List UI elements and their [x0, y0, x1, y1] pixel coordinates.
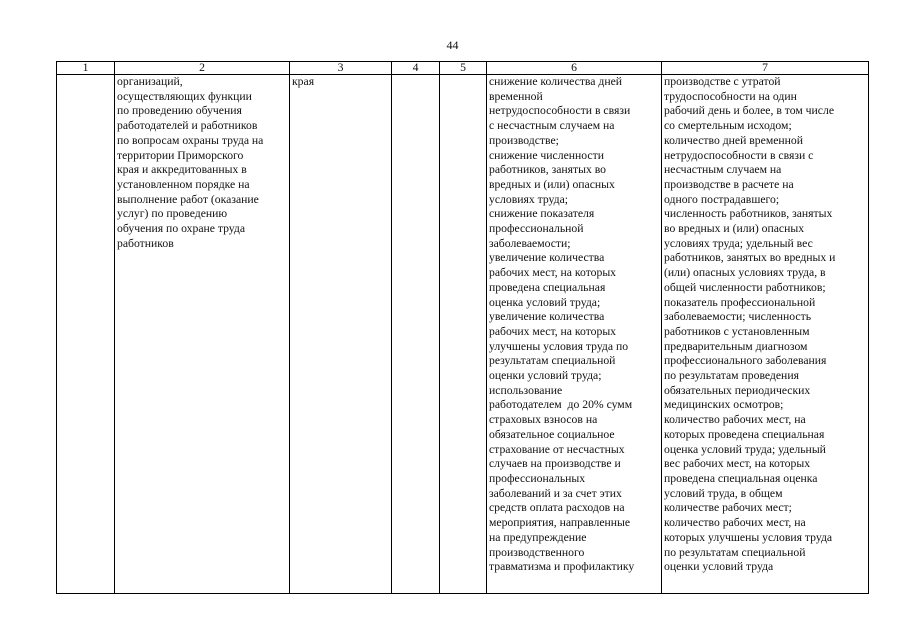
cell-indicators	[662, 75, 869, 594]
column-header-5: 5	[440, 62, 487, 75]
cell-expected-results-text: снижение количества дней временной нетрудоспособности в связи с несчастным случаем на производстве; снижение численности работников, занятых во вредных и (или) опасных условиях труда; снижение показателя профессиональной заболеваемости; увеличение количества рабочих мест, на которых проведена специальная оценка условий труда; увеличение количества рабочих мест, на которых улучшены условия труда по результатам специальной оценки условий труда; использование работодателем до 20% сумм страховых взносов на обязательное социальное страхование от несчастных случаев на производстве и профессиональных заболеваний и за счет этих средств оплата расходов на мероприятия, направленные на предупреждение производственного травматизма и профилактику	[489, 75, 635, 574]
cell-col5	[440, 75, 487, 594]
column-header-4: 4	[392, 62, 440, 75]
header-row	[57, 62, 869, 75]
cell-indicators-text: производстве с утратой трудоспособности на один рабочий день и более, в том числе со смертельным исходом; количество дней временной нетрудоспособности в связи с несчастным случаем на производстве в расчете на одного пострадавшего; численность работников, занятых во вредных и (или) опасных условиях труда; удельный вес работников, занятых во вредных и (или) опасных условиях труда, в общей численности работников; показатель профессиональной заболеваемости; численность работников с установленным предварительным диагнозом профессионального заболевания по результатам проведения обязательных периодических медицинских осмотров; количество рабочих мест, на которых проведена специальная оценка условий труда; удельный вес рабочих мест, на которых проведена специальная оценка условий труда, в общем количестве рабочих мест; количество рабочих мест, на которых улучшены условия труда по результатам специальной оценки условий труда	[664, 75, 836, 574]
measures-table	[56, 61, 869, 594]
cell-number	[57, 75, 115, 594]
cell-activity	[115, 75, 290, 594]
cell-executor-text: края	[292, 75, 315, 88]
column-header-1: 1	[57, 62, 115, 75]
page-number: 44	[446, 38, 459, 52]
column-header-7: 7	[662, 62, 869, 75]
cell-expected-results	[487, 75, 662, 594]
table-row	[57, 75, 869, 594]
cell-col4	[392, 75, 440, 594]
column-header-6: 6	[487, 62, 662, 75]
cell-activity-text: организаций, осуществляющих функции по проведению обучения работодателей и работников по вопросам охраны труда на территории Приморского края и аккредитованных в установленном порядке на выполнение работ (оказание услуг) по проведению обучения по охране труда работников	[117, 75, 264, 250]
column-header-2: 2	[115, 62, 290, 75]
cell-executor	[290, 75, 392, 594]
column-header-3: 3	[290, 62, 392, 75]
